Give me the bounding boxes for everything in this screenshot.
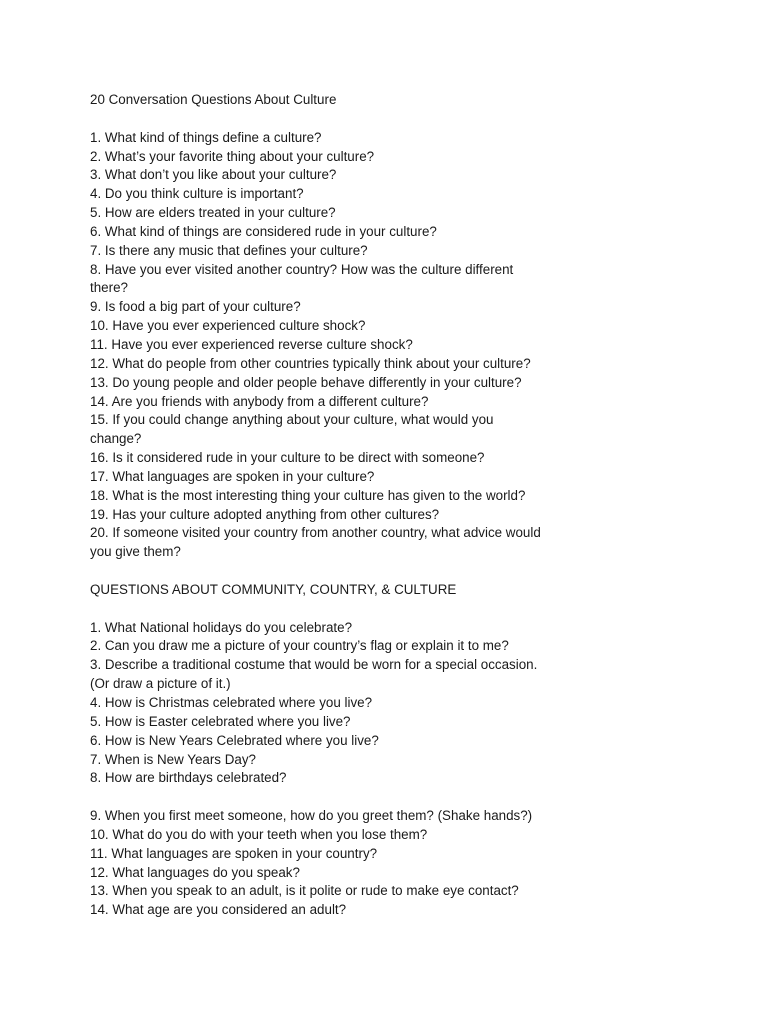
question-line: 16. Is it considered rude in your culture to be direct with someone? [90, 450, 485, 466]
question-line: 19. Has your culture adopted anything from other cultures? [90, 506, 440, 522]
question-line: 3. What don’t you like about your culture? [90, 167, 337, 183]
question-line: 11. What languages are spoken in your country? [90, 845, 378, 861]
question-line: 9. Is food a big part of your culture? [90, 299, 301, 315]
question-line: change? [90, 431, 142, 447]
question-line: 5. How is Easter celebrated where you live? [90, 713, 351, 729]
section-heading: QUESTIONS ABOUT COMMUNITY, COUNTRY, & CULTURE [90, 581, 457, 597]
question-line: 10. What do you do with your teeth when you lose them? [90, 826, 428, 842]
question-line: 4. How is Christmas celebrated where you live? [90, 695, 373, 710]
question-line: 20. If someone visited your country from another country, what advice would [90, 525, 541, 541]
spacer [90, 562, 730, 581]
question-line: 4. Do you think culture is important? [90, 186, 304, 202]
question-line: 14. What age are you considered an adult? [90, 902, 347, 918]
spacer [90, 788, 730, 807]
question-line: 17. What languages are spoken in your culture? [90, 468, 375, 484]
question-line: 3. Describe a traditional costume that would be worn for a special occasion. [90, 657, 538, 673]
question-line: 12. What languages do you speak? [90, 864, 300, 880]
question-line: 2. What’s your favorite thing about your culture? [90, 148, 375, 164]
question-line: 8. How are birthdays celebrated? [90, 770, 287, 786]
question-line: there? [90, 280, 128, 296]
community-question-list-b [90, 807, 730, 920]
question-line: 5. How are elders treated in your culture? [90, 205, 336, 221]
spacer [90, 110, 730, 129]
question-line: 18. What is the most interesting thing your culture has given to the world? [90, 487, 526, 503]
question-line: 13. Do young people and older people behave differently in your culture? [90, 374, 522, 390]
question-line: 11. Have you ever experienced reverse culture shock? [90, 336, 413, 352]
question-line: 1. What National holidays do you celebrate? [90, 619, 353, 635]
question-line: 6. What kind of things are considered rude in your culture? [90, 223, 437, 239]
question-line: 13. When you speak to an adult, is it polite or rude to make eye contact? [90, 883, 519, 899]
question-line: 15. If you could change anything about your culture, what would you [90, 412, 494, 428]
spacer [90, 600, 730, 619]
question-line: (Or draw a picture of it.) [90, 676, 231, 692]
question-line: 7. When is New Years Day? [90, 751, 256, 767]
question-line: 12. What do people from other countries typically think about your culture? [90, 355, 531, 371]
document-page [90, 91, 730, 920]
question-line: 9. When you first meet someone, how do you greet them? (Shake hands?) [90, 808, 533, 824]
question-line: 10. Have you ever experienced culture shock? [90, 318, 366, 334]
question-line: 8. Have you ever visited another country? How was the culture different [90, 261, 514, 277]
question-line: 2. Can you draw me a picture of your country’s flag or explain it to me? [90, 638, 509, 654]
community-question-list-a [90, 619, 730, 789]
question-line: 14. Are you friends with anybody from a different culture? [90, 393, 429, 409]
question-line: 7. Is there any music that defines your culture? [90, 242, 368, 258]
question-line: you give them? [90, 544, 181, 560]
question-line: 1. What kind of things define a culture? [90, 129, 322, 145]
question-line: 6. How is New Years Celebrated where you live? [90, 732, 379, 748]
document-title: 20 Conversation Questions About Culture [90, 92, 337, 107]
culture-question-list [90, 129, 730, 562]
